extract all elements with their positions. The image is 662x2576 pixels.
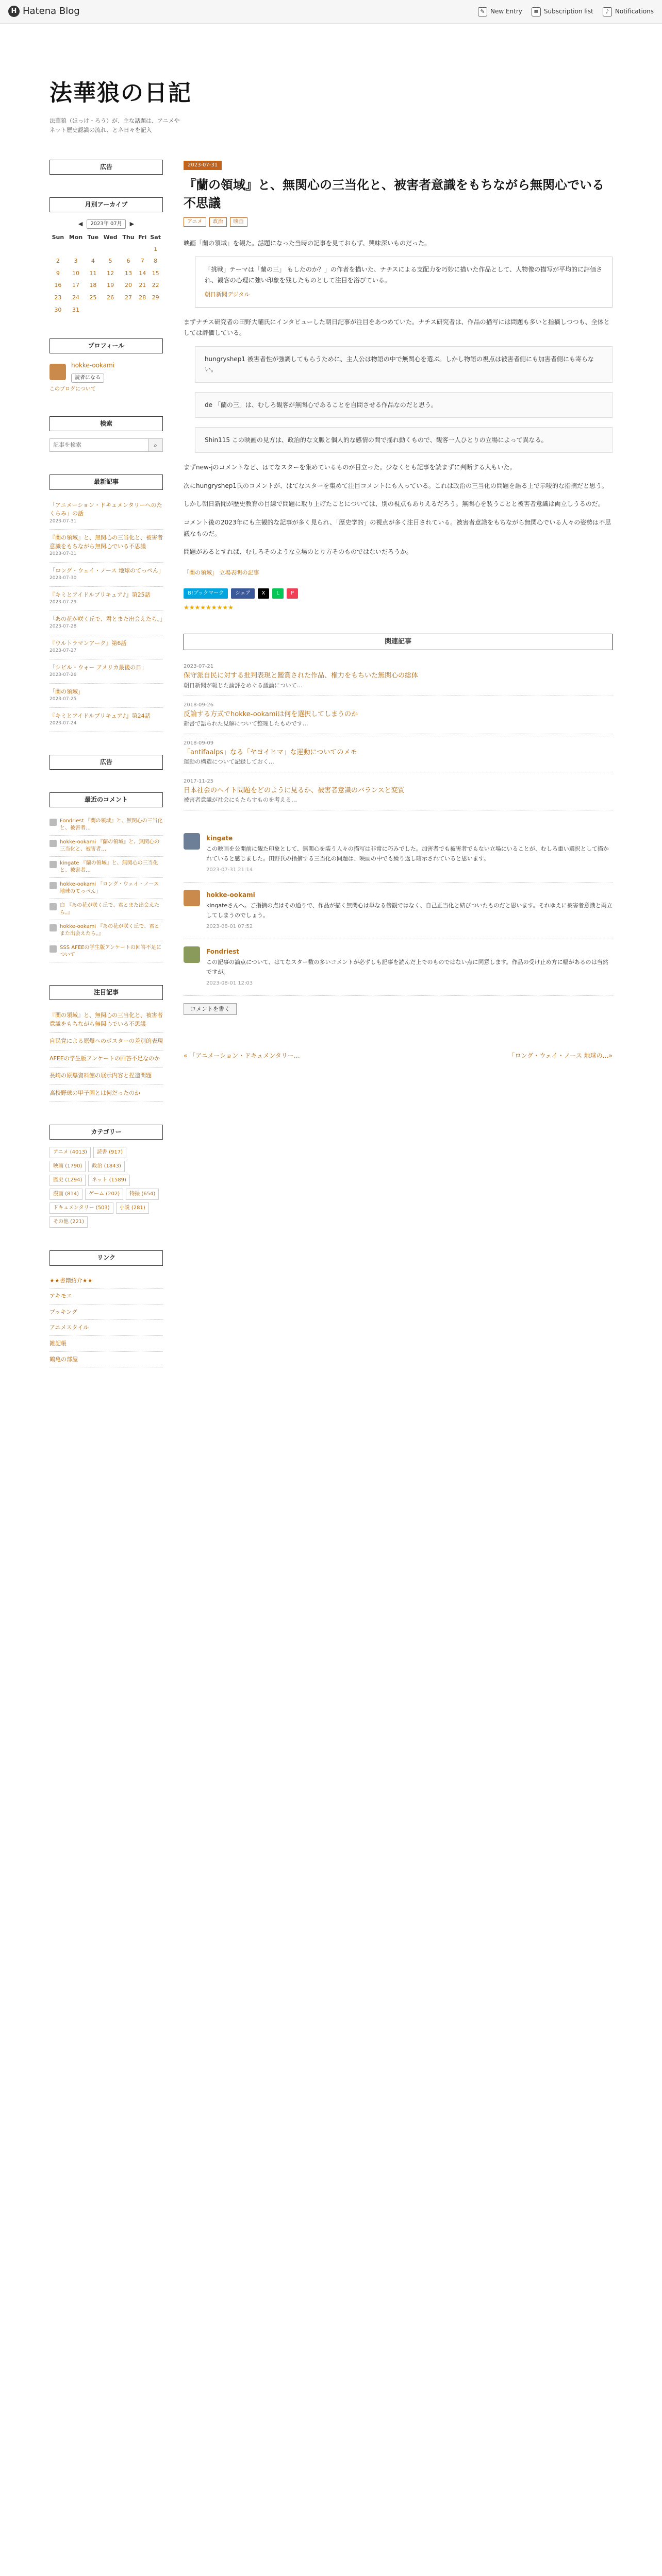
categories-title: カテゴリー [49,1125,163,1140]
calendar-day [67,243,86,256]
line-share-icon[interactable]: L [272,588,284,599]
calendar-weekday: Wed [103,233,118,241]
next-entry-link[interactable]: 「ロング・ウェイ・ノース 地球の…» [508,1052,613,1060]
calendar-day[interactable]: 13 [125,269,132,277]
recent-comment-link[interactable]: Fondriest 『蘭の領域』と、無関心の三当化と、被害者… [60,818,163,832]
ad-title: 広告 [49,160,163,175]
calendar-day[interactable]: 15 [152,269,159,277]
search-icon[interactable]: ⌕ [148,438,163,452]
entry-date[interactable]: 2023-07-31 [184,161,222,170]
pencil-icon: ✎ [478,7,487,16]
recent-entry-link[interactable]: 『ウルトラマンアーク』第6話 [49,639,127,647]
calendar-header [49,219,163,229]
avatar[interactable] [49,364,66,380]
related-entry [184,696,613,734]
ad-module [49,160,163,175]
blog-title[interactable]: 法華狼の日記 [49,80,192,106]
recent-entry-link[interactable]: 「あの花が咲く丘で、君とまた出会えたら。」 [49,615,166,622]
search-title: 検索 [49,416,163,431]
list-item [49,708,163,732]
popular-entry-link[interactable]: 自民党による原爆へのポスターの差別的表現 [49,1038,163,1045]
avatar [49,945,57,953]
category-link[interactable]: 映画 (1790) [49,1161,86,1172]
comment-body [206,946,613,988]
recent-comment-link[interactable]: hokke-ookami 「ロング・ウェイ・ノース 地球のてっぺん」 [60,882,159,895]
categories-module [49,1125,163,1228]
calendar-weekday: Tue [87,233,99,241]
blockquote [195,257,613,308]
entry-paragraph: まずnew-jのコメントなど、はてなスターを集めているものが目立った。少なくとも記事を読まずに判断する人もいた。 [184,464,516,471]
blog-description: 法華狼（ほっけ・ろう）が、主な話題は、アニメやネット歴史認識の流れ、とネ日々を記入 [49,117,180,133]
calendar-day[interactable]: 16 [54,282,62,289]
avatar [49,861,57,868]
recent-comment-link[interactable]: hokke-ookami 『あの花が咲く丘で、君とまた出会えたら。』 [60,924,160,937]
quoted-comment: hungryshep1 被害者性が強調してもらうために、主人公は物語の中で無関心を選ぶ。しかし物語の視点は被害者側にも加害者側にも寄らない。 [195,346,613,383]
calendar-day [101,304,120,316]
category-link[interactable]: 歴史 (1294) [49,1175,86,1186]
calendar-day[interactable]: 17 [72,282,80,289]
avatar[interactable] [184,946,200,963]
recent-entry-link[interactable]: 「シビル・ウォー アメリカ最後の日」 [49,664,147,671]
notifications-link[interactable] [603,7,654,16]
popular-entry-link[interactable]: 長崎の原爆資料館の展示内容と捏造問題 [49,1072,152,1079]
comment-text: kingateさんへ。ご指摘の点はその通りで、作品が描く無関心は単なる傍観ではなく、自己正当化と結びついたものだと思います。それゆえに被害者意識と両立してしまうのでしょう。 [206,902,613,919]
avatar [49,882,57,889]
calendar-month-select[interactable]: 2023年 07月 [87,219,125,229]
comment [184,939,613,996]
link-list [49,1273,163,1368]
category-link[interactable]: ネット (1589) [88,1175,129,1186]
list-item [49,659,163,684]
recent-list [49,497,166,732]
calendar-day[interactable]: 14 [139,269,146,277]
popular-entry-link[interactable]: 『蘭の領域』と、無関心の三当化と、被害者意識をもちながら無関心でいる不思議 [49,1012,163,1027]
avatar [49,924,57,931]
notifications-label: Notifications [615,7,654,15]
list-item[interactable] [49,857,163,878]
list-item[interactable] [49,815,163,836]
links-module [49,1250,163,1367]
entry-category-link[interactable]: 映画 [230,217,247,227]
calendar-day [49,243,67,256]
category-list [49,1147,163,1228]
calendar-day[interactable]: 11 [89,269,97,277]
recent-entry-link[interactable]: 『キミとアイドルプリキュア♪』第24話 [49,712,151,719]
list-item[interactable] [49,920,163,941]
list-item [49,563,163,587]
recent-comment-link[interactable]: kingate 『蘭の領域』と、無関心の三当化と、被害者… [60,860,158,874]
list-item [49,1007,163,1033]
page-body [0,160,662,1391]
hatena-logo[interactable] [8,4,80,19]
calendar-day[interactable]: 10 [72,269,80,277]
calendar-day[interactable]: 4 [91,258,95,265]
related-date: 2023-07-21 [184,664,214,670]
comment-text: この記事の論点について、はてなスター数の多いコメントが必ずしも記事を読んだ上でのものではない点に同意します。作品の受け止め方に幅があるのは当然ですが。 [206,958,608,976]
calendar-day [148,304,163,316]
entry-paragraph: 問題があるとすれば、むしろそのような立場のとり方そのものではないだろうか。 [184,548,413,556]
external-link[interactable]: ★★書籍紹介★★ [49,1277,93,1284]
external-link[interactable]: 鶴亀の部屋 [49,1355,78,1363]
calendar-day[interactable]: 30 [54,306,62,313]
ad-module-2 [49,755,163,770]
entry-tags[interactable]: 「蘭の領域」 立場表明の記事 [184,569,259,576]
calendar-title: 月別アーカイブ [49,197,163,212]
brand-name: Hatena Blog [23,6,80,17]
popular-title: 注目記事 [49,985,163,1000]
links-title: リンク [49,1250,163,1265]
entry-paragraph: しかし朝日新聞が歴史教育の目線で問題に取り上げたことについては、別の視点もありえるだろう。無関心を装うことと被害者意識は両立しうるのだ。 [184,500,604,508]
calendar-day[interactable]: 31 [72,306,80,313]
recent-entry-link[interactable]: 「ロング・ウェイ・ノース 地球のてっぺん」 [49,567,164,574]
subscription-list-link[interactable] [532,7,593,16]
related-entry [184,772,613,810]
related-date: 2017-11-25 [184,778,214,784]
calendar-day [120,243,137,256]
entry-title[interactable]: 『蘭の領域』と、無関心の三当化と、被害者意識をもちながら無関心でいる不思議 [184,178,604,211]
calendar-day[interactable]: 7 [140,258,144,265]
external-link[interactable]: 雑記帳 [49,1340,67,1347]
list-item [49,530,163,563]
comment-body [206,833,613,875]
hatena-bookmark-button[interactable]: B!ブックマーク [184,588,228,599]
recent-module [49,474,166,732]
profile-title: プロフィール [49,338,163,353]
calendar-weekday: Fri [138,233,147,241]
calendar-day[interactable]: 12 [107,269,114,277]
popular-module [49,985,163,1102]
popular-entry-link[interactable]: 高校野球の甲子園とは何だったのか [49,1089,140,1096]
follow-button[interactable]: 読者になる [71,374,104,383]
category-link[interactable]: 特撮 (654) [126,1189,159,1200]
calendar-day[interactable]: 25 [89,294,97,301]
related-title-link[interactable]: 「antifaalps」なる「ヤヨイヒマ」な運動についてのメモ [184,748,357,756]
blog-header [0,24,662,160]
list-item [49,1304,163,1320]
related-entries [184,634,613,810]
calendar-day [120,304,137,316]
list-item [49,587,163,611]
calendar-day[interactable]: 1 [154,245,158,252]
search-module [49,416,163,452]
comment [184,826,613,883]
recent-entry-link[interactable]: 『キミとアイドルプリキュア♪』第25話 [49,591,151,598]
calendar-day[interactable]: 9 [56,269,60,277]
list-item [49,1050,163,1068]
global-header [0,0,662,24]
recent-entry-date: 2023-07-25 [49,697,77,702]
calendar-day[interactable]: 20 [125,282,132,289]
list-item [49,1085,163,1103]
related-entry [184,657,613,696]
recent-entry-date: 2023-07-28 [49,624,77,630]
external-link[interactable]: アニメスタイル [49,1324,89,1331]
entry-body [184,238,613,558]
about-blog-link[interactable]: このブログについて [49,386,96,393]
external-link[interactable]: アキモエ [49,1293,72,1300]
recent-entry-date: 2023-07-31 [49,518,77,524]
comments-title: 最近のコメント [49,792,163,807]
avatar[interactable] [184,890,200,906]
recent-entry-date: 2023-07-26 [49,672,77,678]
recent-entry-date: 2023-07-29 [49,600,77,605]
calendar-module [49,197,163,316]
ad2-title: 広告 [49,755,163,770]
list-item [49,611,166,635]
comment-text: この映画を公開前に観た印象として、無関心を装う人々の描写は非常に巧みでした。加害者でも被害者でもない立場にいることが、むしろ重い選択として描かれていると感じました。田野氏の指摘する三当化の問題は、映画の中でも繰り返し暗示されていると思います。 [206,845,609,862]
recent-entry-date: 2023-07-24 [49,721,77,726]
avatar [49,840,57,847]
calendar-day[interactable]: 3 [74,258,78,265]
quote-cite-link[interactable]: 朝日新聞デジタル [205,291,250,298]
calendar-day[interactable]: 24 [72,294,80,301]
comment [184,883,613,939]
calendar-day[interactable]: 21 [139,282,146,289]
related-title-link[interactable]: 反論する方式でhokke-ookamiは何を選択してしまうのか [184,710,358,718]
recent-entry-link[interactable]: 「アニメーション・ドキュメンタリーへのたくらみ」の話 [49,501,162,517]
sidebar [49,160,166,1391]
search-input[interactable] [49,438,148,452]
calendar-day[interactable]: 5 [108,258,112,265]
list-item[interactable] [49,878,163,899]
calendar-day[interactable]: 18 [89,282,97,289]
calendar-weekday: Sat [150,233,161,241]
facebook-share-button[interactable]: シェア [231,588,255,599]
entry-category-link[interactable]: 政治 [209,217,227,227]
entry-categories [184,217,613,227]
calendar-weekday: Sun [52,233,64,241]
related-excerpt: 新書で語られた見解について整理したものです… [184,720,308,727]
calendar-day [85,304,101,316]
calendar-day [85,243,101,256]
hatena-stars[interactable]: ★★★★★★★★★ [184,604,234,612]
entry-paragraph: コメント後の2023年にも主観的な記事が多く見られ、「歴史学的」の視点が多く注目されている。被害者意識をもちながら無関心でいる人々の姿勢は不思議なものだ。 [184,519,611,537]
entry-paragraph: 次にhungryshep1氏のコメントが、はてなスターを集めて注目コメントにも入っている。これは政治の三当化の問題を語る上で示唆的な指摘だと思う。 [184,482,608,489]
bell-icon: ♪ [603,7,612,16]
category-link[interactable]: 小説 (281) [116,1202,149,1214]
category-link[interactable]: ドキュメンタリー (503) [49,1202,113,1214]
category-link[interactable]: 漫画 (814) [49,1189,82,1200]
list-item [49,497,163,530]
recent-comment-link[interactable]: 白 『あの花が咲く丘で、君とまた出会えたら。』 [60,903,159,916]
popular-entry-link[interactable]: AFEEの学生版アンケートの回答不足なのか [49,1055,160,1062]
avatar [49,819,57,826]
list-icon: ≡ [532,7,541,16]
category-link[interactable]: ゲーム (202) [85,1189,123,1200]
recent-title: 最新記事 [49,474,163,489]
related-title-link[interactable]: 保守派自民に対する批判表現と鑑賞された作品、権力をもちいた無関心の総体 [184,672,419,680]
calendar-day[interactable]: 2 [56,258,60,265]
comment-author[interactable]: hokke-ookami [206,891,255,899]
avatar [49,903,57,910]
related-title: 関連記事 [184,634,613,651]
comment-time[interactable]: 2023-08-01 07:52 [206,924,253,930]
recent-comment-link[interactable]: hokke-ookami 『蘭の領域』と、無関心の三当化と、被害者… [60,839,160,853]
list-item[interactable] [49,941,163,962]
new-entry-label: New Entry [490,7,522,15]
list-item [49,1033,163,1050]
calendar-day [137,243,148,256]
calendar-weekday: Mon [69,233,83,241]
profile [49,361,163,383]
share-buttons [184,588,613,599]
x-share-icon[interactable]: X [258,588,269,599]
calendar-day[interactable]: 19 [107,282,114,289]
entry [184,160,613,613]
cal-next-icon[interactable]: ▶ [129,221,135,228]
calendar-day[interactable]: 26 [107,294,114,301]
related-date: 2018-09-26 [184,702,214,708]
entry-paragraph: まずナチス研究者の田野大輔氏にインタビューした朝日記事が注目をあつめていた。ナチス研究者は、作品の描写には問題も多いと指摘しつつも、全体としては評価している。 [184,318,610,337]
pager [184,1051,613,1061]
list-item [49,1289,163,1304]
calendar-weekday: Thu [122,233,135,241]
popular-list [49,1007,163,1102]
calendar-day[interactable]: 22 [152,282,159,289]
external-link[interactable]: ブッキング [49,1308,77,1315]
main-content [184,160,613,1391]
comments-section [184,826,613,1015]
write-comment-button[interactable]: コメントを書く [184,1003,237,1015]
prev-entry-link[interactable]: « 「アニメーション・ドキュメンタリー… [184,1052,300,1060]
list-item [49,1273,163,1289]
related-excerpt: 被害者意識が社会にもたらすものを考える… [184,796,297,804]
pocket-share-icon[interactable]: P [287,588,298,599]
comment-body [206,890,613,931]
entry-paragraph: 映画「蘭の領域」を観た。話題になった当時の記事を見ておらず、興味深いものだった。 [184,239,431,247]
recent-entry-date: 2023-07-27 [49,648,77,654]
comment-author[interactable]: Fondriest [206,947,240,955]
related-entry [184,734,613,772]
list-item [49,684,163,708]
profile-name[interactable]: hokke-ookami [71,362,115,369]
calendar-day[interactable]: 27 [125,294,132,301]
recent-entry-link[interactable]: 「蘭の領域」 [49,688,84,695]
quoted-comment: de 「蘭の三」は、むしろ観客が無関心であることを自問させる作品なのだと思う。 [195,392,613,418]
calendar-day[interactable]: 23 [54,294,62,301]
category-link[interactable]: 読書 (917) [93,1147,126,1158]
calendar-day [137,304,148,316]
related-excerpt: 朝日新聞が報じた論評をめぐる議論について… [184,682,303,689]
category-link[interactable]: その他 (221) [49,1216,88,1228]
related-date: 2018-09-09 [184,740,214,746]
quote-text: 「挑戦」テーマは「蘭の三」 もしたのか？」の作者を描いた、ナチスによる支配力を巧妙に描いた作品として、人物像の描写が平均的に評価され、観客の心理に強い印象を残したものとして注目を浴びている。 [205,265,603,284]
calendar-day[interactable]: 28 [139,294,146,301]
profile-module [49,338,163,394]
list-item[interactable] [49,836,163,857]
recent-comment-link[interactable]: SSS AFEEの学生版アンケートの回答不足について [60,945,161,958]
entry-category-link[interactable]: アニメ [184,217,206,227]
hatena-logo-icon: H [8,6,20,17]
list-item [49,1320,163,1336]
calendar-table [49,232,163,316]
comments-module [49,792,163,962]
list-item [49,635,163,659]
list-item[interactable] [49,899,163,920]
calendar-day[interactable]: 6 [126,258,130,265]
calendar-day[interactable]: 29 [152,294,159,301]
calendar-day [101,243,120,256]
list-item [49,1336,163,1352]
avatar[interactable] [184,833,200,850]
recent-entry-link[interactable]: 『蘭の領域』と、無関心の三当化と、被害者意識をもちながら無関心でいる不思議 [49,534,163,550]
calendar-day[interactable]: 8 [154,258,158,265]
recent-comments-list [49,815,163,962]
recent-entry-date: 2023-07-30 [49,575,77,581]
recent-entry-date: 2023-07-31 [49,551,77,557]
new-entry-link[interactable] [478,7,522,16]
category-link[interactable]: アニメ (4013) [49,1147,91,1158]
quoted-comment: Shin115 この映画の見方は、政治的な文脈と個人的な感情の間で揺れ動くもので、観客一人ひとりの立場によって異なる。 [195,427,613,453]
list-item [49,1352,163,1368]
comment-time[interactable]: 2023-08-01 12:03 [206,980,253,987]
cal-prev-icon[interactable]: ◀ [78,221,83,228]
subscription-label: Subscription list [543,7,593,15]
related-excerpt: 運動の構造について記録しておく… [184,758,274,766]
related-title-link[interactable]: 日本社会のヘイト問題をどのように見るか、被害者意識のバランスと変質 [184,786,405,794]
header-nav [478,7,654,16]
comment-author[interactable]: kingate [206,834,233,842]
category-link[interactable]: 政治 (1843) [88,1161,124,1172]
list-item [49,1067,163,1085]
comment-time[interactable]: 2023-07-31 21:14 [206,867,253,873]
